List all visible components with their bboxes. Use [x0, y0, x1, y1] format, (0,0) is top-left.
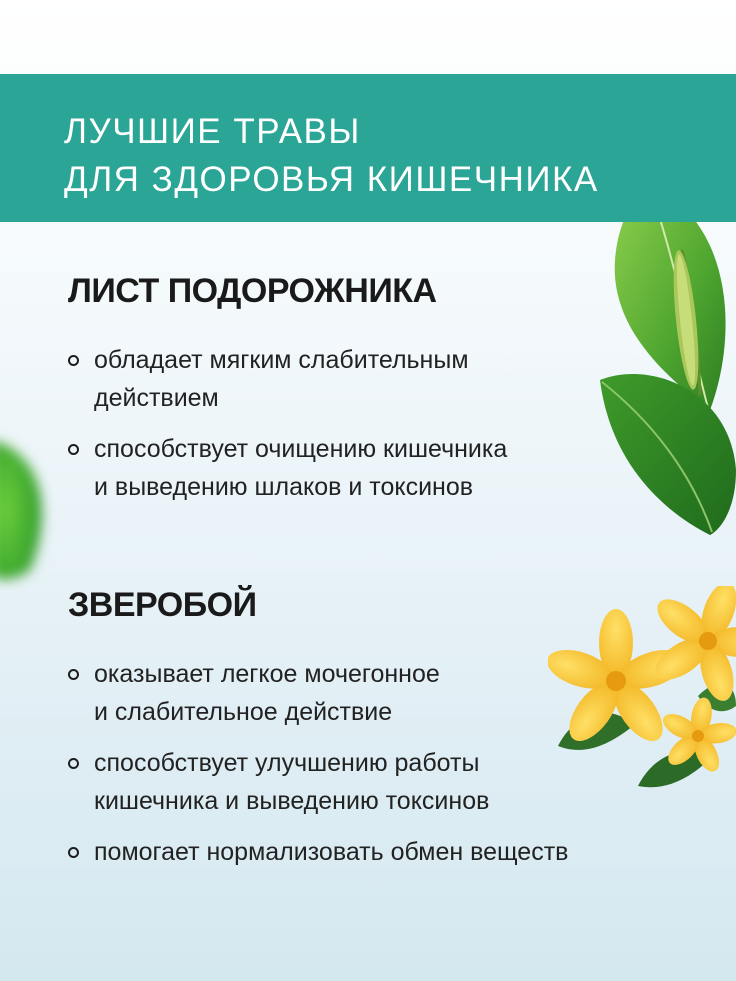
circle-bullet-icon: [68, 444, 79, 455]
section-plantain: [68, 272, 588, 519]
blurred-leaf-illustration: [0, 420, 60, 590]
header-banner: [0, 74, 736, 222]
circle-bullet-icon: [68, 355, 79, 366]
header-title-line-1: ЛУЧШИЕ ТРАВЫ: [64, 112, 361, 151]
list-item-text: помогает нормализовать обмен веществ: [94, 838, 569, 866]
list-item: [68, 655, 588, 731]
section-title: ЗВЕРОБОЙ: [68, 586, 257, 624]
list-item-text: обладает мягким слабительным действием: [94, 346, 469, 412]
circle-bullet-icon: [68, 758, 79, 769]
list-item: [68, 341, 588, 417]
bullet-list: [68, 655, 588, 871]
list-item-text: оказывает легкое мочегонное и слабительное действие: [94, 660, 440, 726]
list-item-text: способствует очищению кишечника и выведению шлаков и токсинов: [94, 435, 508, 501]
section-st-johns-wort: [68, 586, 588, 884]
circle-bullet-icon: [68, 847, 79, 858]
header-title-line-2: ДЛЯ ЗДОРОВЬЯ КИШЕЧНИКА: [64, 160, 599, 199]
section-title: ЛИСТ ПОДОРОЖНИКА: [68, 272, 437, 310]
plantain-leaf-illustration: [590, 180, 736, 535]
list-item: [68, 430, 588, 506]
list-item-text: способствует улучшению работы кишечника и выведению токсинов: [94, 749, 490, 815]
circle-bullet-icon: [68, 669, 79, 680]
bullet-list: [68, 341, 588, 506]
list-item: [68, 833, 588, 871]
list-item: [68, 744, 588, 820]
